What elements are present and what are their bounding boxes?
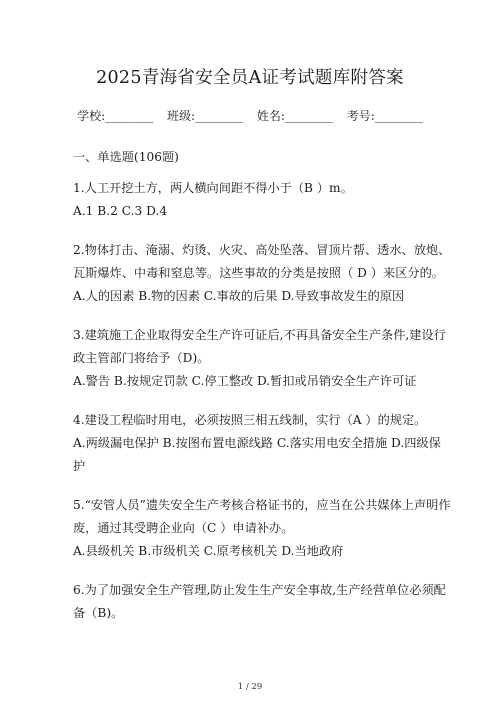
document-content (73, 146, 451, 641)
question-text: 3.建筑施工企业取得安全生产许可证后,不再具备安全生产条件,建设行 (73, 328, 446, 342)
question-options: 护 (73, 459, 86, 473)
question-text: 瓦斯爆炸、中毒和窒息等。这些事故的分类是按照（ D ）来区分的。 (73, 266, 444, 280)
question-text: 1.人工开挖土方，两人横向间距不得小于（B ）m。 (73, 181, 353, 195)
question-6 (73, 579, 446, 625)
name-field: 姓名:________ (256, 109, 333, 123)
student-info-row (0, 107, 500, 124)
question-text: 2.物体打击、淹溺、灼烫、火灾、高处坠落、冒顶片帮、透水、放炮、 (73, 243, 451, 257)
section-heading: 一、单选题(106题) (73, 150, 179, 164)
question-2 (73, 239, 451, 308)
question-5 (73, 494, 451, 563)
question-text: 政主管部门将给予（D)。 (73, 351, 210, 365)
question-1 (73, 177, 433, 223)
question-options: A.警告 B.按规定罚款 C.停工整改 D.暂扣或吊销安全生产许可证 (73, 374, 417, 388)
question-text: 5.“安管人员”遗失安全生产考核合格证书的，应当在公共媒体上声明作 (73, 498, 451, 512)
question-text: 4.建设工程临时用电，必须按照三相五线制，实行（A ）的规定。 (73, 413, 427, 427)
question-options: A.两级漏电保护 B.按图布置电源线路 C.落实用电安全措施 D.四级保 (73, 436, 441, 450)
question-text: 废，通过其受聘企业向（C ）申请补办。 (73, 521, 294, 535)
page-number: 1 / 29 (237, 682, 263, 692)
question-options: A.人的因素 B.物的因素 C.事故的后果 D.导致事故发生的原因 (73, 289, 405, 303)
exam-number-field: 考号:________ (346, 109, 423, 123)
question-4 (73, 409, 441, 478)
class-field: 班级:________ (167, 109, 244, 123)
question-text: 6.为了加强安全生产管理,防止发生生产安全事故,生产经营单位必须配 (73, 583, 446, 597)
question-options: A.县级机关 B.市级机关 C.原考核机关 D.当地政府 (73, 544, 344, 558)
question-text: 备（B)。 (73, 606, 124, 620)
document-title: 2025青海省安全员A证考试题库附答案 (96, 68, 404, 88)
school-field: 学校:________ (77, 109, 154, 123)
question-3 (73, 324, 446, 393)
question-options: A.1 B.2 C.3 D.4 (73, 204, 168, 218)
